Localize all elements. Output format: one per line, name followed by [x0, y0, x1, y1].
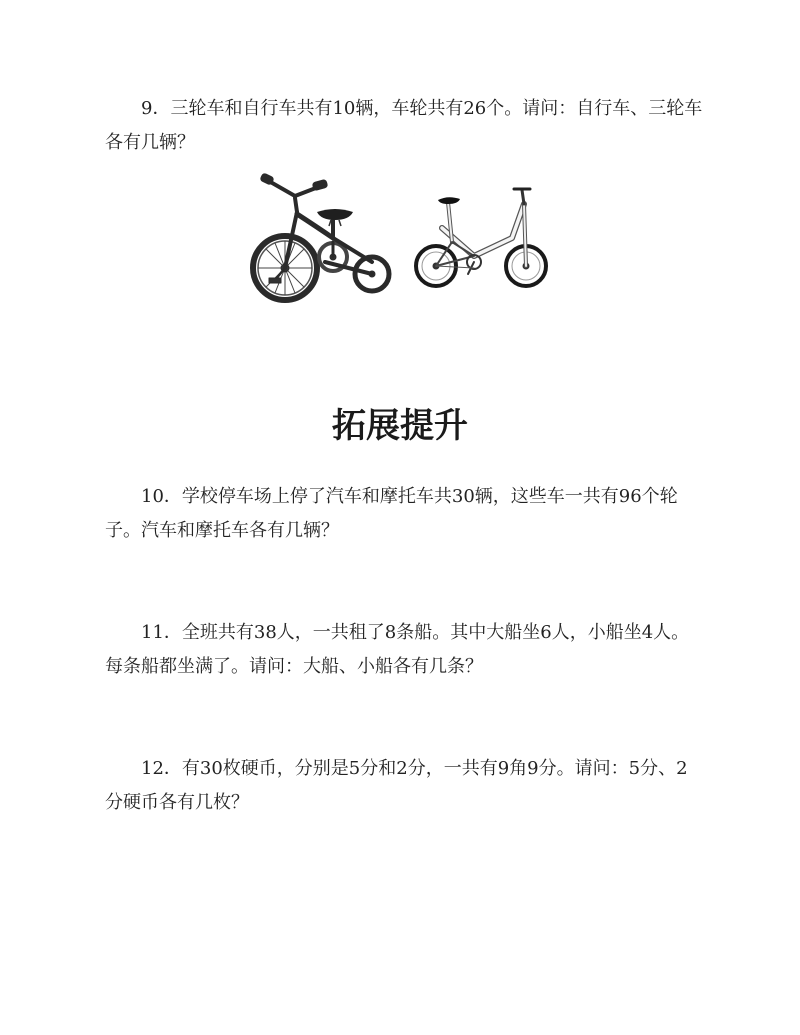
problem-11-text: 全班共有38人，一共租了8条船。其中大船坐6人，小船坐4人。每条船都坐满了。请问：大船、小船各有几条？: [105, 622, 690, 677]
problem-12-text: 有30枚硬币，分别是5分和2分，一共有9角9分。请问：5分、2分硬币各有几枚？: [105, 758, 688, 813]
problem-10-number: 10．: [141, 486, 182, 507]
problem-9: [105, 92, 705, 160]
problem-10: [105, 480, 705, 548]
problem-12: [105, 752, 705, 820]
bicycle-icon: [412, 182, 552, 292]
section-title: 拓展提升: [332, 406, 468, 446]
problem-9-number: 9．: [141, 98, 171, 119]
problem-11-number: 11．: [141, 622, 182, 643]
tricycle-icon: [245, 172, 395, 312]
problem-12-number: 12．: [141, 758, 182, 779]
problem-10-text: 学校停车场上停了汽车和摩托车共30辆，这些车一共有96个轮子。汽车和摩托车各有几辆？: [105, 486, 678, 541]
problem-9-text: 三轮车和自行车共有10辆，车轮共有26个。请问：自行车、三轮车各有几辆？: [105, 98, 703, 153]
problem-11: [105, 616, 705, 684]
